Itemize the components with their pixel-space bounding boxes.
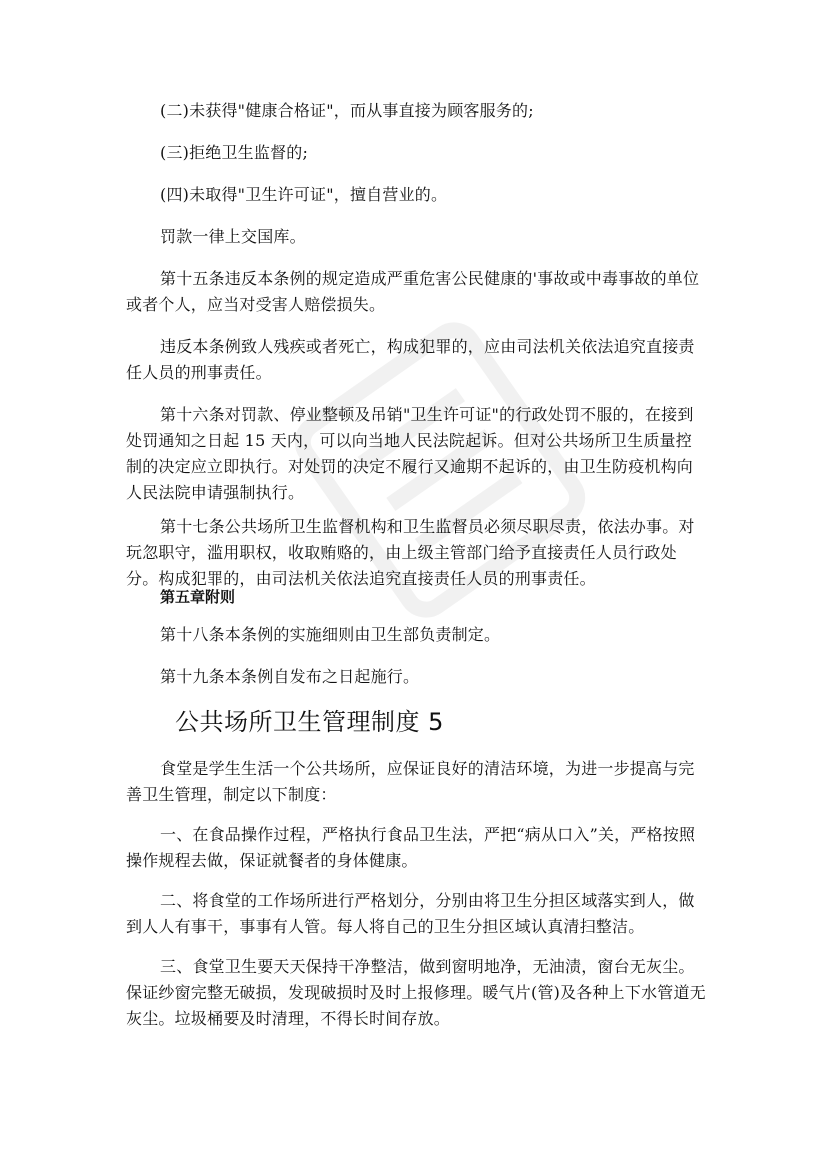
paragraph-article-19: 第十九条本条例自发布之日起施行。 — [160, 667, 420, 686]
section-title: 公共场所卫生管理制度 5 — [175, 708, 444, 736]
paragraph-article-18: 第十八条本条例的实施细则由卫生部负责制定。 — [160, 625, 501, 644]
paragraph-intro: 食堂是学生生活一个公共场所，应保证良好的清洁环境，为进一步提高与完善卫生管理，制定以下制度： — [126, 759, 695, 804]
paragraph-article-16: 第十六条对罚款、停业整顿及吊销"卫生许可证"的行政处罚不服的，在接到处罚通知之日起 15 天内，可以向当地人民法院起诉。但对公共场所卫生质量控制的决定应立即执行。对处罚的决定不履行又逾期不起诉的，由卫生防疫机构向人民法院申请强制执行。 — [126, 405, 694, 502]
chapter-heading: 第五章附则 — [160, 588, 236, 606]
paragraph-rule-3: 三、食堂卫生要天天保持干净整洁，做到窗明地净，无油渍，窗台无灰尘。保证纱窗完整无破损，发现破损时及时上报修理。暖气片(管)及各种上下水管道无灰尘。垃圾桶要及时清理，不得长时间存放。 — [126, 957, 706, 1028]
paragraph-item-4: (四)未取得"卫生许可证"，擅自营业的。 — [160, 185, 448, 204]
paragraph-item-3: (三)拒绝卫生监督的; — [160, 143, 309, 162]
paragraph-fines: 罚款一律上交国库。 — [160, 227, 306, 246]
paragraph-rule-1: 一、在食品操作过程，严格执行食品卫生法，严把“病从口入”关，严格按照操作规程去做，保证就餐者的身体健康。 — [126, 825, 696, 870]
paragraph-item-2: (二)未获得"健康合格证"，而从事直接为顾客服务的; — [160, 101, 534, 120]
paragraph-article-15: 第十五条违反本条例的规定造成严重危害公民健康的'事故或中毒事故的单位或者个人，应当对受害人赔偿损失。 — [126, 269, 700, 314]
paragraph-rule-2: 二、将食堂的工作场所进行严格划分，分别由将卫生分担区域落实到人，做到人人有事干，事事有人管。每人将自己的卫生分担区域认真清扫整洁。 — [126, 891, 695, 936]
paragraph-criminal-liability: 违反本条例致人残疾或者死亡，构成犯罪的，应由司法机关依法追究直接责任人员的刑事责任。 — [126, 337, 695, 382]
paragraph-article-17: 第十七条公共场所卫生监督机构和卫生监督员必须尽职尽责，依法办事。对玩忽职守，滥用职权，收取贿赂的，由上级主管部门给予直接责任人员行政处分。构成犯罪的，由司法机关依法追究直接责任人员的刑事责任。 — [126, 517, 695, 588]
